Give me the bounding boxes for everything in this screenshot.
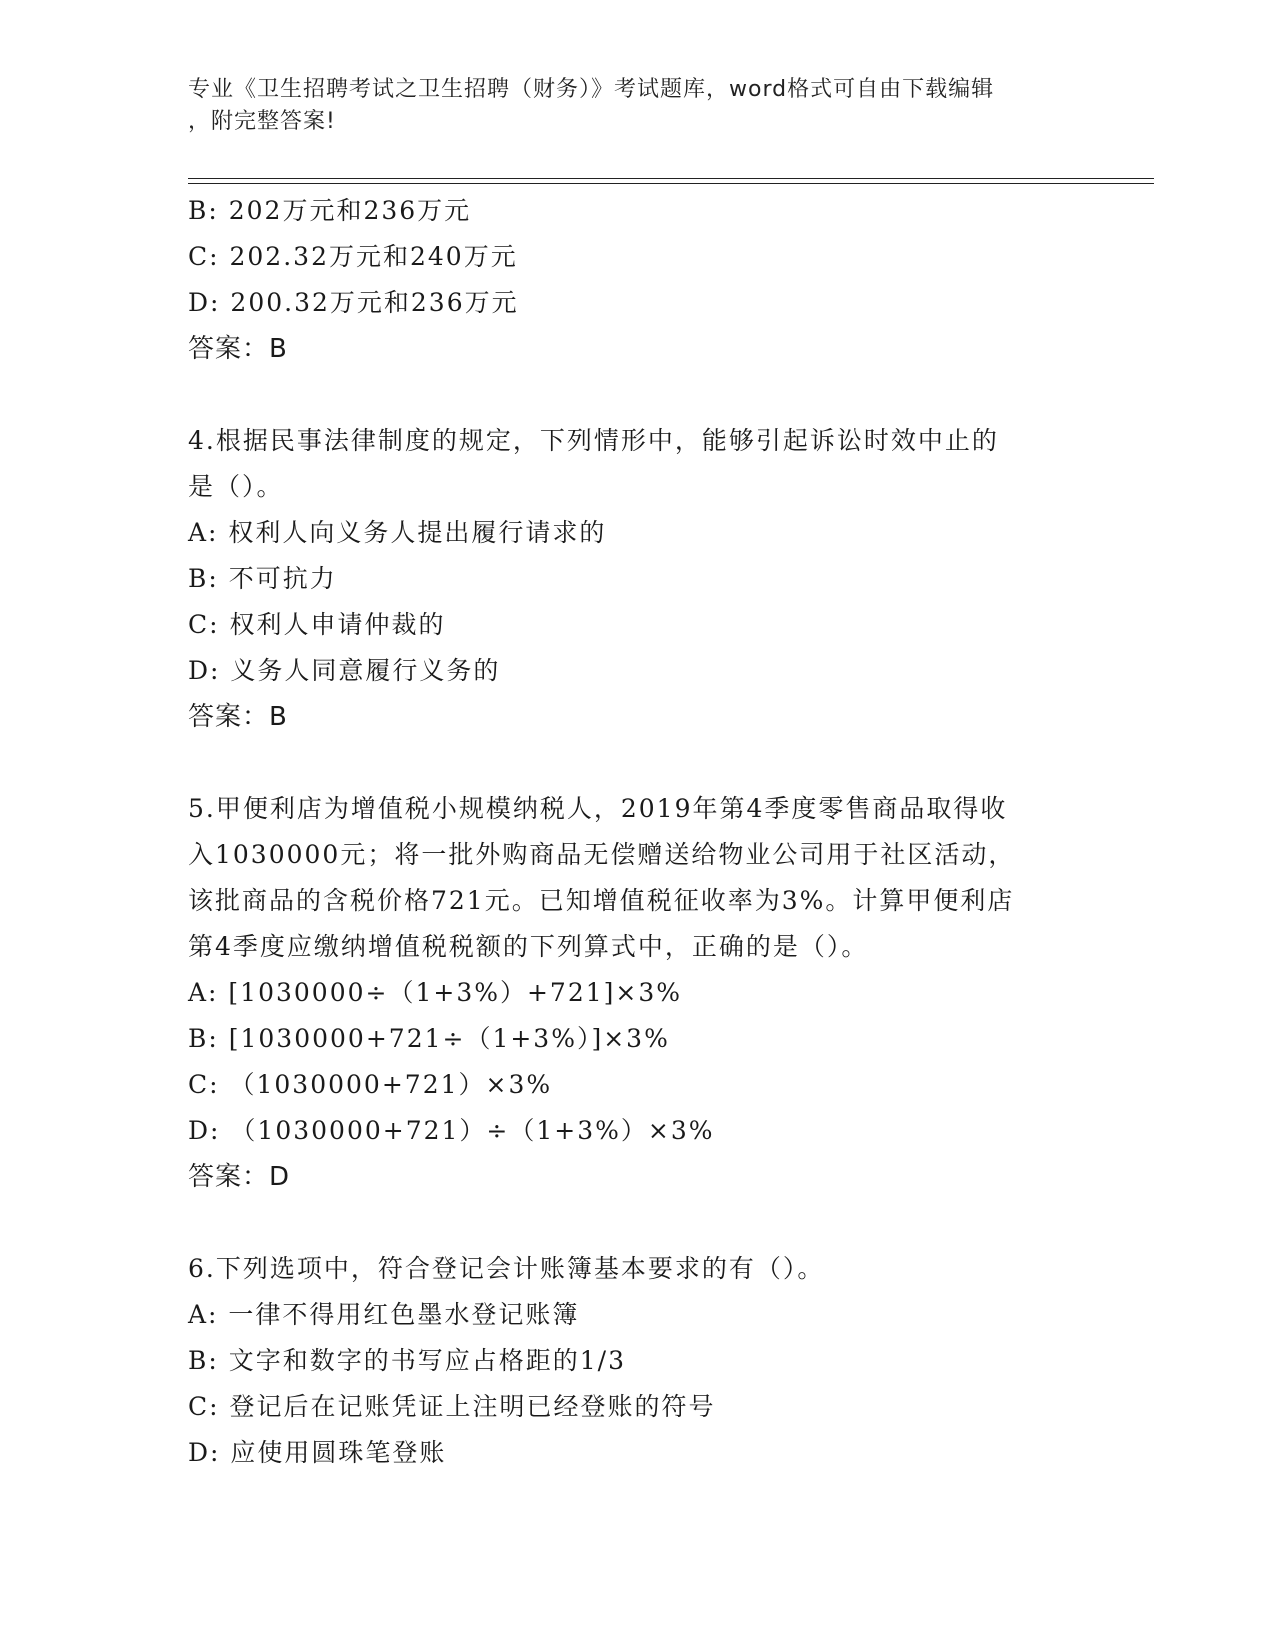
question-6 [188, 1246, 1088, 1476]
option-b: B: 不可抗力 [188, 564, 337, 593]
option-c: C: 登记后在记账凭证上注明已经登账的符号 [188, 1392, 716, 1421]
header-divider-top [188, 178, 1154, 179]
question-stem-cont: 是（）。 [188, 472, 284, 501]
option-c: C: （1030000+721）×3% [188, 1070, 553, 1099]
question-stem-cont: 该批商品的含税价格721元。已知增值税征收率为3%。计算甲便利店 [188, 886, 1015, 915]
option-b: B: [1030000+721÷（1+3%）]×3% [188, 1024, 670, 1053]
question-stem-cont: 第4季度应缴纳增值税税额的下列算式中，正确的是（）。 [188, 932, 869, 961]
question-stem: 6.下列选项中，符合登记会计账簿基本要求的有（）。 [188, 1254, 825, 1283]
question-stem: 5.甲便利店为增值税小规模纳税人，2019年第4季度零售商品取得收 [188, 794, 1008, 823]
question-5 [188, 786, 1088, 1200]
header-line-1: 专业《卫生招聘考试之卫生招聘（财务）》考试题库，word格式可自由下载编辑 [188, 77, 995, 102]
option-d: D: 义务人同意履行义务的 [188, 656, 501, 685]
question-stem: 4.根据民事法律制度的规定，下列情形中，能够引起诉讼时效中止的 [188, 426, 999, 455]
option-b: B: 202万元和236万元 [188, 196, 472, 225]
option-a: A: 权利人向义务人提出履行请求的 [188, 518, 607, 547]
option-d: D: 应使用圆珠笔登账 [188, 1438, 447, 1467]
question-4 [188, 418, 1088, 740]
option-b: B: 文字和数字的书写应占格距的1/3 [188, 1346, 626, 1375]
header-divider-bottom [188, 183, 1154, 184]
document-header [188, 74, 1068, 138]
document-body [188, 188, 1088, 1476]
option-a: A: 一律不得用红色墨水登记账簿 [188, 1300, 580, 1329]
header-line-2: ，附完整答案! [188, 109, 336, 134]
question-3 [188, 188, 1088, 372]
option-a: A: [1030000÷（1+3%）+721]×3% [188, 978, 683, 1007]
option-d: D: （1030000+721）÷（1+3%）×3% [188, 1116, 715, 1145]
answer: 答案：B [188, 702, 288, 732]
option-c: C: 权利人申请仲裁的 [188, 610, 446, 639]
option-d: D: 200.32万元和236万元 [188, 288, 519, 317]
option-c: C: 202.32万元和240万元 [188, 242, 518, 271]
answer: 答案：D [188, 1162, 291, 1192]
answer: 答案：B [188, 334, 288, 364]
question-stem-cont: 入1030000元；将一批外购商品无偿赠送给物业公司用于社区活动， [188, 840, 1016, 869]
